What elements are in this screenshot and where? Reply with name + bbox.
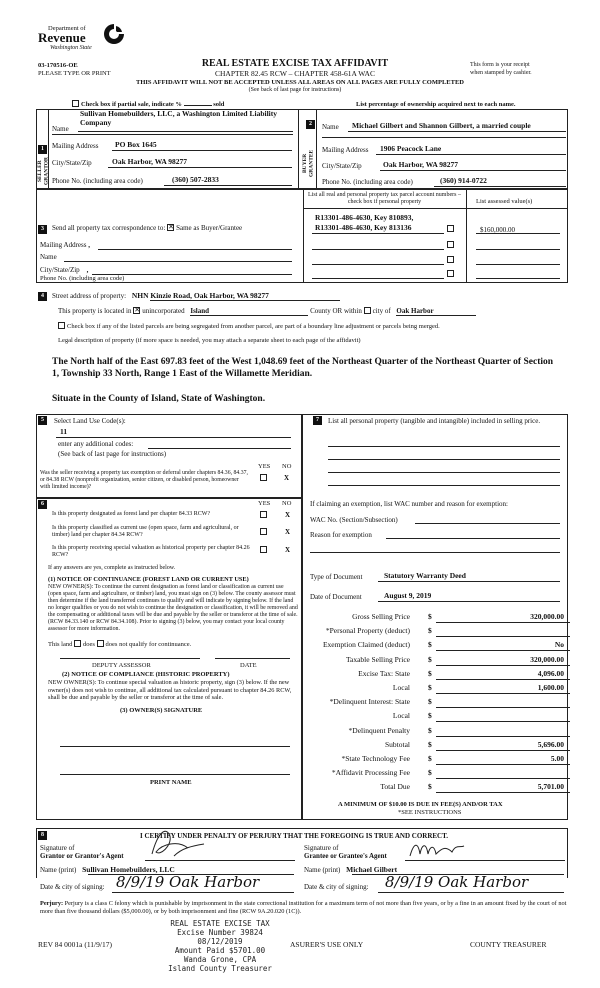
minimum-note: A MINIMUM OF $10.00 IS DUE IN FEE(S) AND/OR TAX bbox=[338, 801, 503, 808]
city-value: Oak Harbor bbox=[396, 307, 476, 316]
parcel-header: List all real and personal property tax parcel account numbers – check box if personal property bbox=[308, 192, 461, 205]
treasurer-use-only: ASURER'S USE ONLY bbox=[290, 940, 364, 949]
section-7-number: 7 bbox=[313, 416, 322, 425]
summary-label: *State Technology Fee bbox=[341, 754, 410, 763]
currency-symbol: $ bbox=[428, 697, 432, 707]
street-row: Street address of property: NHN Kinzie Road, Oak Harbor, WA 98277 bbox=[52, 291, 269, 300]
grantor-date-label: Date & city of signing: bbox=[40, 883, 105, 891]
seller-phone: (360) 507-2833 bbox=[172, 175, 219, 184]
form-title: REAL ESTATE EXCISE TAX AFFIDAVIT bbox=[201, 58, 389, 69]
s5-no-answer: X bbox=[284, 474, 290, 482]
summary-row bbox=[310, 627, 570, 638]
notice2-body: NEW OWNER(S): To continue special valuation as historic property, sign (3) below. If the new owner(s) does not wish to continue, all additional tax calculated pursuant to chapter 84.26 RCW, shall be due and payable by the seller or transferor at the time of sale. bbox=[48, 679, 292, 702]
currency-symbol: $ bbox=[428, 711, 432, 721]
summary-value: 4,096.00 bbox=[537, 668, 564, 678]
summary-underline bbox=[436, 792, 570, 793]
notice1-title: (1) NOTICE OF CONTINUANCE (FOREST LAND OR CURRENT USE) bbox=[48, 576, 249, 583]
summary-label: Excise Tax: State bbox=[358, 668, 410, 678]
dor-logo bbox=[38, 22, 128, 56]
partial-sale-checkbox[interactable] bbox=[72, 100, 79, 107]
personal-property-checkbox-2[interactable] bbox=[447, 241, 454, 248]
seller-side-label: SELLER GRANTOR bbox=[37, 157, 50, 186]
summary-row bbox=[310, 698, 570, 709]
summary-underline bbox=[436, 622, 570, 623]
form-warning: THIS AFFIDAVIT WILL NOT BE ACCEPTED UNLESS ALL AREAS ON ALL PAGES ARE FULLY COMPLETED bbox=[136, 79, 464, 86]
section-5-number: 5 bbox=[38, 416, 47, 425]
summary-label: *Delinquent Penalty bbox=[348, 725, 410, 735]
s3-name-label-visible: Name bbox=[40, 253, 57, 261]
legal-description: The North half of the East 697.83 feet of the West 1,048.69 feet of the Northeast Quarter of the Northeast Quarter of Section 1, Township 33 North, Range 1 East of the Willamette Meridian. bbox=[52, 357, 554, 380]
summary-label: Exemption Claimed (deduct) bbox=[322, 640, 410, 650]
doc-type-value: Statutory Warranty Deed bbox=[384, 571, 466, 580]
personal-property-checkbox-1[interactable] bbox=[447, 225, 454, 232]
summary-label: Local bbox=[392, 711, 410, 721]
s6-q3-yes[interactable] bbox=[260, 546, 267, 553]
summary-underline bbox=[436, 736, 570, 737]
segregated-row: Check box if any of the listed parcels are being segregated from another parcel, are part of a boundary line adjustment or parcels being merged. bbox=[58, 322, 440, 330]
sig-grantee-line2: Grantee or Grantee's Agent bbox=[304, 852, 387, 860]
buyer-name: Michael Gilbert and Shannon Gilbert, a married couple bbox=[352, 121, 531, 130]
print-name-label: PRINT NAME bbox=[150, 779, 192, 786]
summary-underline bbox=[436, 679, 570, 680]
parcel-1: R13301-486-4630, Key 810893, bbox=[315, 213, 414, 222]
grantor-name-row: Name (print) Sullivan Homebuilders, LLC bbox=[40, 865, 175, 874]
partial-sale-row: Check box if partial sale, indicate % sold bbox=[72, 100, 224, 108]
sig-grantor-line2: Grantor or Grantor's Agent bbox=[40, 852, 124, 860]
s6-if-yes: If any answers are yes, complete as instructed below. bbox=[48, 565, 176, 571]
summary-underline bbox=[436, 778, 570, 779]
summary-underline bbox=[436, 665, 570, 666]
see-instructions: *SEE INSTRUCTIONS bbox=[398, 809, 462, 816]
summary-label: *Delinquent Interest: State bbox=[329, 697, 410, 707]
exemption-question: Was the seller receiving a property tax exemption or deferral under chapters 84.36, 84.37, or 84.38 RCW (nonprofit organization, senior citizen, or disabled person, homeowner with limited income)? bbox=[40, 470, 248, 490]
s3-mailing-label: Mailing Address , bbox=[40, 241, 90, 249]
reason-label: Reason for exemption bbox=[310, 531, 372, 539]
buyer-phone: (360) 914-0722 bbox=[440, 176, 487, 185]
section-6-number: 6 bbox=[38, 500, 47, 509]
summary-row bbox=[310, 727, 570, 738]
grantor-signature bbox=[148, 826, 208, 862]
dor-swirl-icon bbox=[102, 22, 126, 46]
summary-underline bbox=[436, 707, 570, 708]
summary-row bbox=[310, 783, 570, 794]
seller-mailing-label: Mailing Address bbox=[52, 142, 99, 150]
summary-row bbox=[310, 755, 570, 766]
summary-row bbox=[310, 641, 570, 652]
personal-property-label: List all personal property (tangible and intangible) included in selling price. bbox=[328, 417, 541, 425]
s6-q2-no: X bbox=[285, 528, 291, 536]
currency-symbol: $ bbox=[428, 782, 432, 792]
summary-value: 5,696.00 bbox=[537, 739, 564, 749]
same-as-buyer-checkbox[interactable] bbox=[167, 224, 174, 231]
send-correspondence-row: Send all property tax correspondence to: ✕ Same as Buyer/Grantee bbox=[52, 224, 242, 232]
grantee-signature bbox=[408, 838, 468, 862]
s3-phone-label: Phone No. (including area code) bbox=[40, 275, 125, 282]
buyer-city: Oak Harbor, WA 98277 bbox=[383, 160, 459, 169]
sig-grantee-line1: Signature of bbox=[304, 844, 339, 852]
does-not-checkbox[interactable] bbox=[97, 640, 104, 647]
s6-q2: Is this property classified as current use (open space, farm and agricultural, or timber) land per chapter 84.34 RCW? bbox=[52, 525, 239, 538]
doc-date-label: Date of Document bbox=[310, 593, 362, 601]
summary-row bbox=[310, 613, 570, 624]
certify-statement: I CERTIFY UNDER PENALTY OF PERJURY THAT THE FOREGOING IS TRUE AND CORRECT. bbox=[140, 832, 449, 840]
unincorporated-checkbox[interactable] bbox=[133, 307, 140, 314]
receipt-note-2: when stamped by cashier. bbox=[470, 70, 532, 76]
legal-label: Legal description of property (if more space is needed, you may attach a separate sheet to each page of the affidavit) bbox=[58, 337, 361, 344]
deputy-date-label: DATE bbox=[240, 662, 257, 669]
currency-symbol: $ bbox=[428, 612, 432, 621]
buyer-name-label: Name bbox=[322, 123, 339, 131]
deputy-assessor-label: DEPUTY ASSESSOR bbox=[92, 662, 151, 669]
dept-line2: Revenue bbox=[38, 30, 86, 45]
s6-q3-no: X bbox=[285, 546, 291, 554]
form-chapter: CHAPTER 82.45 RCW – CHAPTER 458-61A WAC bbox=[215, 69, 375, 78]
s3-city-row: City/State/Zip , bbox=[40, 266, 89, 274]
summary-underline bbox=[436, 693, 570, 694]
form-code: 03-170516-OE bbox=[38, 62, 78, 69]
assessed-header: List assessed value(s) bbox=[476, 198, 533, 205]
summary-underline bbox=[436, 721, 570, 722]
wac-label: WAC No. (Section/Subsection) bbox=[310, 516, 398, 524]
doc-date-value: August 9, 2019 bbox=[384, 591, 432, 600]
s6-yes-header: YES bbox=[258, 500, 271, 507]
sig-grantor-line1: Signature of bbox=[40, 844, 75, 852]
summary-underline bbox=[436, 636, 570, 637]
ownership-note: List percentage of ownership acquired next to each name. bbox=[356, 101, 516, 108]
assessed-1: $160,000.00 bbox=[480, 226, 515, 234]
s6-q2-yes[interactable] bbox=[260, 528, 267, 535]
seller-mailing: PO Box 1645 bbox=[115, 140, 157, 149]
currency-symbol: $ bbox=[428, 640, 432, 650]
doc-type-label: Type of Document bbox=[310, 573, 363, 581]
summary-underline bbox=[436, 764, 570, 765]
treasurer-stamp: REAL ESTATE EXCISE TAX Excise Number 39824 08/12/2019 Amount Paid $5701.00 Wanda Grone, CPA Island County Treasurer bbox=[168, 919, 272, 973]
summary-value: 5.00 bbox=[550, 754, 564, 763]
section-8-number: 8 bbox=[38, 831, 47, 840]
rev-code: REV 84 0001a (11/9/17) bbox=[38, 940, 112, 949]
summary-label: Local bbox=[392, 683, 410, 692]
notice2-title: (2) NOTICE OF COMPLIANCE (HISTORIC PROPERTY) bbox=[62, 671, 230, 678]
section-3-number: 3 bbox=[38, 225, 47, 234]
s6-q3: Is this property receiving special valuation as historical property per chapter 84.26 RCW? bbox=[52, 545, 250, 558]
receipt-note-1: This form is your receipt bbox=[470, 62, 530, 68]
legal-situate: Situate in the County of Island, State of Washington. bbox=[52, 394, 266, 404]
seller-name: Sullivan Homebuilders, LLC, a Washington Limited Liability Company bbox=[80, 109, 277, 127]
currency-symbol: $ bbox=[428, 739, 432, 749]
seller-city-label: City/State/Zip bbox=[52, 159, 92, 167]
continuance-row: This land does does not qualify for continuance. bbox=[48, 641, 192, 648]
buyer-mailing: 1906 Peacock Lane bbox=[380, 144, 442, 153]
land-use-value: 11 bbox=[60, 427, 68, 436]
see-back-note: (See back of last page for instructions) bbox=[248, 87, 342, 93]
summary-value: 5,701.00 bbox=[537, 782, 564, 792]
summary-label: Subtotal bbox=[384, 739, 410, 749]
section-2-number: 2 bbox=[306, 120, 315, 129]
buyer-phone-label: Phone No. (including area code) bbox=[322, 178, 413, 186]
exemption-claim-label: If claiming an exemption, list WAC number and reason for exemption: bbox=[310, 500, 508, 508]
dept-line3: Washington State bbox=[50, 45, 92, 51]
currency-symbol: $ bbox=[428, 626, 432, 636]
owner-signature-label: (3) OWNER(S) SIGNATURE bbox=[120, 707, 203, 714]
type-or-print: PLEASE TYPE OR PRINT bbox=[38, 70, 111, 77]
summary-label: Total Due bbox=[380, 782, 410, 792]
buyer-side-label: BUYER GRANTEE bbox=[302, 149, 315, 177]
personal-property-checkbox-4[interactable] bbox=[447, 270, 454, 277]
notice1-body: NEW OWNER(S): To continue the current designation as forest land or classification as current use (open space, farm and agriculture, or timber) land, you must sign on (3) below. The county assessor must then determine if the land transferred continues to qualify and will indicate by signing below. If the land no longer qualifies or you do not wish to continue the designation or classification, it will be removed and the compensating or additional taxes will be due and payable by the seller or transferor at the time of sale. (RCW 84.33.140 or RCW 84.34.108). Prior to signing (3) below, you may contact your local county assessor for more information. bbox=[48, 584, 298, 633]
does-checkbox[interactable] bbox=[74, 640, 81, 647]
currency-symbol: $ bbox=[428, 725, 432, 735]
section-1-number: 1 bbox=[38, 145, 47, 154]
summary-row bbox=[310, 670, 570, 681]
seller-name-label: Name bbox=[52, 125, 69, 133]
located-row: This property is located in ✕ unincorporated Island County OR within city of Oak Harbor bbox=[58, 307, 476, 316]
buyer-city-label: City/State/Zip bbox=[322, 162, 362, 170]
street-address: NHN Kinzie Road, Oak Harbor, WA 98277 bbox=[131, 291, 269, 300]
parcel-2: R13301-486-4630, Key 813136 bbox=[315, 223, 412, 232]
summary-value: 1,600.00 bbox=[537, 683, 564, 692]
grantor-date-city: 8/9/19 Oak Harbor bbox=[116, 873, 260, 891]
currency-symbol: $ bbox=[428, 768, 432, 778]
summary-label: *Personal Property (deduct) bbox=[325, 626, 410, 636]
s6-q1: Is this property designated as forest land per chapter 84.33 RCW? bbox=[52, 511, 211, 517]
currency-symbol: $ bbox=[428, 683, 432, 692]
summary-value: 320,000.00 bbox=[530, 612, 564, 621]
s5-no-header: NO bbox=[282, 463, 292, 470]
seller-phone-label: Phone No. (including area code) bbox=[52, 177, 143, 185]
s6-q1-no: X bbox=[285, 511, 291, 519]
summary-label: *Affidavit Processing Fee bbox=[331, 768, 410, 778]
summary-row bbox=[310, 684, 570, 695]
segregated-checkbox[interactable] bbox=[58, 322, 65, 329]
grantor-name: Sullivan Homebuilders, LLC bbox=[82, 865, 175, 874]
city-of-checkbox[interactable] bbox=[364, 307, 371, 314]
county-treasurer: COUNTY TREASURER bbox=[470, 940, 547, 949]
summary-underline bbox=[436, 750, 570, 751]
s5-yes-checkbox[interactable] bbox=[260, 474, 267, 481]
s5-see-back: (See back of last page for instructions) bbox=[58, 450, 167, 458]
land-use-label: Select Land Use Code(s): bbox=[54, 417, 126, 425]
dept-line1: Department of bbox=[48, 25, 86, 32]
grantee-name: Michael Gilbert bbox=[346, 865, 398, 874]
summary-value: 320,000.00 bbox=[530, 654, 564, 664]
section-4-number: 4 bbox=[38, 292, 47, 301]
seller-city: Oak Harbor, WA 98277 bbox=[112, 157, 188, 166]
county-value: Island bbox=[190, 307, 308, 316]
summary-value: No bbox=[554, 640, 564, 650]
s6-q1-yes[interactable] bbox=[260, 511, 267, 518]
summary-row bbox=[310, 656, 570, 667]
s6-no-header: NO bbox=[282, 500, 292, 507]
buyer-mailing-label: Mailing Address bbox=[322, 146, 369, 154]
summary-row bbox=[310, 769, 570, 780]
personal-property-checkbox-3[interactable] bbox=[447, 256, 454, 263]
summary-label: Gross Selling Price bbox=[352, 612, 410, 621]
grantee-date-city: 8/9/19 Oak Harbor bbox=[385, 873, 529, 891]
grantee-date-label: Date & city of signing: bbox=[304, 883, 369, 891]
perjury-notice: Perjury: Perjury is a class C felony which is punishable by imprisonment in the state correctional institution for a maximum term of not more than five years, or by a fine in an amount fixed by the court of not more than five thousand dollars ($5,000.00), or by both imprisonment and fine (RCW 9A.20.020 (1C)). bbox=[40, 900, 567, 915]
summary-row bbox=[310, 741, 570, 752]
s5-yes-header: YES bbox=[258, 463, 271, 470]
currency-symbol: $ bbox=[428, 668, 432, 678]
grantee-name-row: Name (print) Michael Gilbert bbox=[304, 865, 398, 874]
summary-underline bbox=[436, 650, 570, 651]
currency-symbol: $ bbox=[428, 654, 432, 664]
additional-codes-label: enter any additional codes: bbox=[58, 440, 134, 448]
summary-label: Taxable Selling Price bbox=[345, 654, 410, 664]
summary-row bbox=[310, 712, 570, 723]
currency-symbol: $ bbox=[428, 754, 432, 763]
